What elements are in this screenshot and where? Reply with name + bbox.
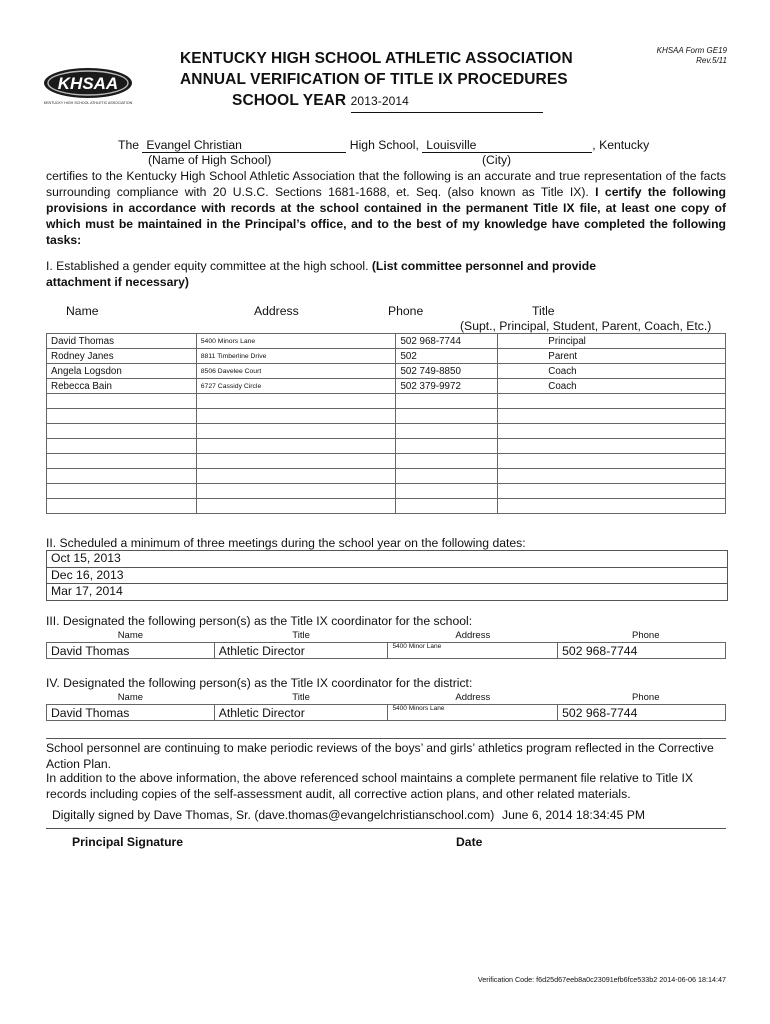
committee-address-cell[interactable] xyxy=(196,484,396,499)
committee-address-cell[interactable] xyxy=(196,424,396,439)
committee-row xyxy=(47,424,726,439)
city-value: Louisville xyxy=(426,138,477,152)
committee-row xyxy=(47,469,726,484)
state-label: , Kentucky xyxy=(592,138,650,152)
committee-row xyxy=(47,409,726,424)
committee-title-cell[interactable] xyxy=(498,454,726,469)
sec3-col-name: Name xyxy=(117,629,144,641)
committee-row xyxy=(47,334,726,349)
form-id xyxy=(610,46,727,66)
closing-rule xyxy=(46,738,726,739)
section-1-heading xyxy=(46,258,646,290)
certification-text xyxy=(46,168,726,248)
school-year-row xyxy=(180,90,573,113)
committee-phone-cell[interactable]: 502 749-8850 xyxy=(396,364,498,379)
high-school-label: High School, xyxy=(349,138,419,152)
committee-phone-cell[interactable] xyxy=(396,409,498,424)
committee-title-cell[interactable] xyxy=(498,469,726,484)
section-1-label: I. Established a gender equity committee at the high school. xyxy=(46,259,369,273)
committee-address-cell[interactable] xyxy=(196,394,396,409)
sec3-col-phone: Phone xyxy=(632,629,660,641)
sec3-col-address: Address xyxy=(455,629,491,641)
signature-date: June 6, 2014 18:34:45 PM xyxy=(502,808,645,822)
title-line-2: ANNUAL VERIFICATION OF TITLE IX PROCEDURES xyxy=(180,71,568,88)
committee-title-cell[interactable]: Principal xyxy=(498,334,726,349)
committee-name-cell[interactable]: Angela Logsdon xyxy=(47,364,197,379)
sec3-address-cell[interactable]: 5400 Minor Lane xyxy=(388,643,558,659)
school-name-value: Evangel Christian xyxy=(146,138,242,152)
school-year-value: 2013-2014 xyxy=(350,94,409,108)
meeting-date-1[interactable]: Oct 15, 2013 xyxy=(47,551,727,568)
committee-phone-cell[interactable] xyxy=(396,424,498,439)
form-number: KHSAA Form GE19 xyxy=(656,46,727,55)
cert-text-plain: certifies to the Kentucky High School Athletic Association that the following is an accurate and true representation of the facts surrounding compliance with 20 U.S.C. Sections 1681-1688, et. Seq. (also known as Title IX). xyxy=(46,169,726,199)
city-field[interactable] xyxy=(422,138,592,153)
school-coordinator-table xyxy=(46,628,726,659)
date-label: Date xyxy=(456,835,483,849)
committee-phone-cell[interactable]: 502 379-9972 xyxy=(396,379,498,394)
committee-name-cell[interactable] xyxy=(47,499,197,514)
sec4-address-cell[interactable]: 5400 Minors Lane xyxy=(388,705,558,721)
city-caption: (City) xyxy=(482,153,512,167)
section-4-label: IV. Designated the following person(s) as the Title IX coordinator for the district: xyxy=(46,676,473,690)
logo-text: KHSAA xyxy=(57,74,119,93)
section-1-bold: (List committee personnel and provide attachment if necessary) xyxy=(46,259,597,289)
committee-address-cell[interactable] xyxy=(196,409,396,424)
committee-phone-cell[interactable] xyxy=(396,469,498,484)
committee-table xyxy=(46,333,726,514)
committee-address-cell[interactable]: 6727 Cassidy Circle xyxy=(196,379,396,394)
committee-name-cell[interactable] xyxy=(47,454,197,469)
committee-name-cell[interactable] xyxy=(47,469,197,484)
committee-title-cell[interactable]: Coach xyxy=(498,364,726,379)
sec3-col-title: Title xyxy=(292,629,310,641)
committee-title-cell[interactable] xyxy=(498,394,726,409)
committee-title-cell[interactable] xyxy=(498,484,726,499)
committee-address-cell[interactable] xyxy=(196,469,396,484)
meeting-date-3[interactable]: Mar 17, 2014 xyxy=(51,584,123,598)
committee-row xyxy=(47,379,726,394)
section-2-label: II. Scheduled a minimum of three meetings during the school year on the following dates: xyxy=(46,536,526,550)
school-name-field[interactable] xyxy=(142,138,346,153)
committee-phone-cell[interactable] xyxy=(396,394,498,409)
the-label: The xyxy=(118,138,140,152)
committee-phone-cell[interactable] xyxy=(396,454,498,469)
committee-row xyxy=(47,484,726,499)
school-year-label: SCHOOL YEAR xyxy=(232,92,347,109)
district-coordinator-table xyxy=(46,690,726,721)
committee-row xyxy=(47,349,726,364)
committee-name-cell[interactable]: David Thomas xyxy=(47,334,197,349)
committee-title-cell[interactable] xyxy=(498,409,726,424)
committee-title-cell[interactable] xyxy=(498,499,726,514)
committee-name-cell[interactable] xyxy=(47,484,197,499)
committee-name-cell[interactable]: Rebecca Bain xyxy=(47,379,197,394)
verification-code: Verification Code: f6d25d67eeb8a0c23091efb6fce533b2 2014-06-06 18:14:47 xyxy=(477,975,726,984)
committee-name-cell[interactable] xyxy=(47,424,197,439)
committee-address-cell[interactable]: 8811 Timberline Drive xyxy=(196,349,396,364)
committee-row xyxy=(47,439,726,454)
closing-paragraph-1: School personnel are continuing to make periodic reviews of the boys’ and girls’ athletics program reflected in the Corrective Action Plan. xyxy=(46,741,714,771)
sec4-col-name: Name xyxy=(117,691,144,703)
sec4-col-address: Address xyxy=(455,691,491,703)
committee-address-cell[interactable] xyxy=(196,454,396,469)
logo-tagline: KENTUCKY HIGH SCHOOL ATHLETIC ASSOCIATION xyxy=(43,101,133,105)
sec3-title-cell[interactable]: Athletic Director xyxy=(214,643,388,659)
col-phone-header: Phone xyxy=(388,304,424,318)
cert-line xyxy=(118,138,649,153)
meeting-date-2[interactable]: Dec 16, 2013 xyxy=(47,568,727,585)
sec4-title-cell[interactable]: Athletic Director xyxy=(214,705,388,721)
sec3-name-cell[interactable]: David Thomas xyxy=(47,643,215,659)
cert-text-bold: I certify the following provisions in accordance with records at the school contained in the permanent Title IX file, at least one copy of which must be maintained in the Principal’s office, and to the best of my knowledge have completed the following tasks: xyxy=(46,185,727,247)
sec4-phone-cell[interactable]: 502 968-7744 xyxy=(558,705,726,721)
committee-name-cell[interactable] xyxy=(47,439,197,454)
sec4-col-phone: Phone xyxy=(632,691,660,703)
title-line-1: KENTUCKY HIGH SCHOOL ATHLETIC ASSOCIATION xyxy=(180,50,573,67)
col-title-subheader: (Supt., Principal, Student, Parent, Coach, Etc.) xyxy=(460,319,712,333)
committee-phone-cell[interactable]: 502 xyxy=(396,349,498,364)
signature-rule xyxy=(46,828,726,829)
col-name-header: Name xyxy=(66,304,99,318)
school-caption: (Name of High School) xyxy=(148,153,272,167)
committee-name-cell[interactable] xyxy=(47,394,197,409)
committee-address-cell[interactable] xyxy=(196,499,396,514)
form-title xyxy=(180,48,573,113)
section-3-label: III. Designated the following person(s) as the Title IX coordinator for the school: xyxy=(46,614,473,628)
committee-address-cell[interactable]: 8506 Davelee Court xyxy=(196,364,396,379)
committee-name-cell[interactable] xyxy=(47,409,197,424)
committee-row xyxy=(47,394,726,409)
digital-signature: Digitally signed by Dave Thomas, Sr. (dave.thomas@evangelchristianschool.com) xyxy=(52,808,495,822)
committee-name-cell[interactable]: Rodney Janes xyxy=(47,349,197,364)
committee-address-cell[interactable]: 5400 Minors Lane xyxy=(196,334,396,349)
committee-phone-cell[interactable] xyxy=(396,499,498,514)
committee-title-cell[interactable] xyxy=(498,424,726,439)
committee-title-cell[interactable] xyxy=(498,439,726,454)
committee-row xyxy=(47,454,726,469)
committee-row xyxy=(47,499,726,514)
sec3-phone-cell[interactable]: 502 968-7744 xyxy=(558,643,726,659)
meeting-dates-box xyxy=(46,550,728,601)
committee-address-cell[interactable] xyxy=(196,439,396,454)
form-revision: Rev.5/11 xyxy=(696,56,727,65)
committee-phone-cell[interactable] xyxy=(396,439,498,454)
col-address-header: Address xyxy=(254,304,299,318)
sec4-name-cell[interactable]: David Thomas xyxy=(47,705,215,721)
committee-phone-cell[interactable] xyxy=(396,484,498,499)
committee-phone-cell[interactable]: 502 968-7744 xyxy=(396,334,498,349)
committee-title-cell[interactable]: Coach xyxy=(498,379,726,394)
sec4-col-title: Title xyxy=(292,691,310,703)
closing-paragraph-2: In addition to the above information, the above referenced school maintains a complete permanent file relative to Title IX records including copies of the self-assessment audit, all corrective action plans, and other related materials. xyxy=(46,771,693,801)
khsaa-logo xyxy=(42,64,134,106)
school-year-field[interactable] xyxy=(351,91,543,113)
principal-signature-label: Principal Signature xyxy=(72,835,184,849)
committee-title-cell[interactable]: Parent xyxy=(498,349,726,364)
committee-row xyxy=(47,364,726,379)
col-title-header: Title xyxy=(532,304,555,318)
